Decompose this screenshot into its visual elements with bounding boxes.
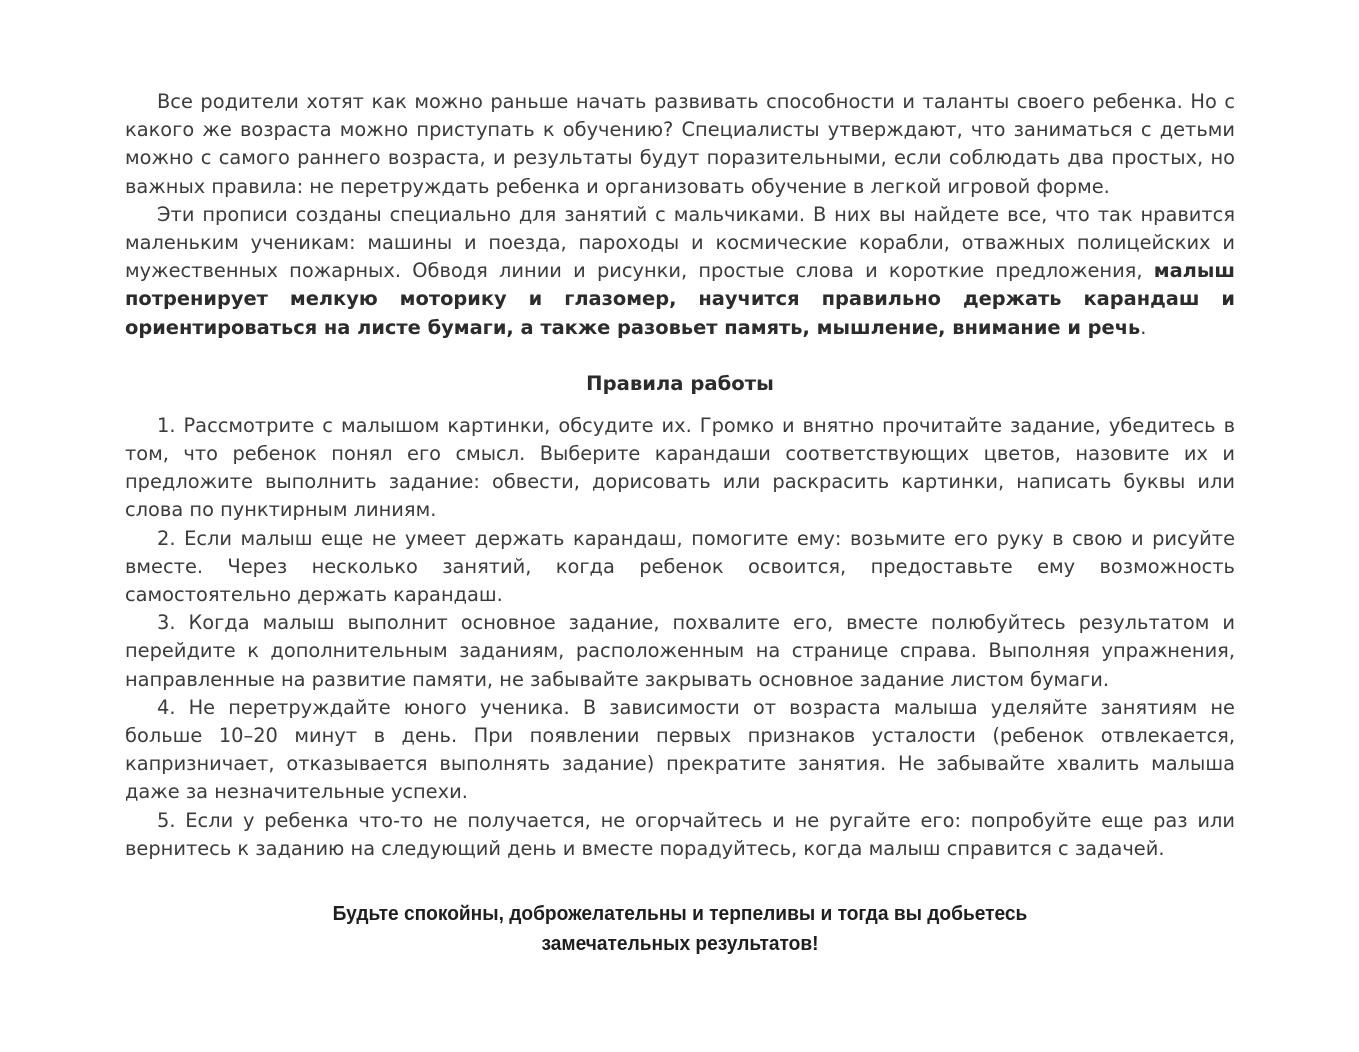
rule-item-1: 1. Рассмотрите с малышом картинки, обсудите их. Громко и внятно прочитайте задание, убедитесь в том, что ребенок понял его смысл. Выберите карандаши соответствующих цветов, назовите их и предложите выполнить задание: обвести, дорисовать или раскрасить картинки, написать буквы или слова по пунктирным линиям. [125, 413, 1235, 522]
rules-title: Правила работы [586, 371, 774, 395]
rule-item-3: 3. Когда малыш выполнит основное задание, похвалите его, вместе полюбуйтесь результатом и перейдите к дополнительным заданиям, расположенным на странице справа. Выполняя упражнения, направленные на развитие памяти, не забывайте закрывать основное задание листом бумаги. [125, 611, 1235, 691]
intro-paragraph-2-lead: Эти прописи созданы специально для занятий с мальчиками. В них вы найдете все, что так нравится маленьким ученикам: машины и поезда, пароходы и космические корабли, отважных полицейских и мужественных пожарных. Обводя линии и рисунки, простые слова и короткие предложения, [125, 202, 1235, 283]
rule-item-5: 5. Если у ребенка что-то не получается, не огорчайтесь и не ругайте его: попробуйте еще раз или вернитесь к заданию на следующий день и вместе порадуйтесь, когда малыш справится с задачей. [125, 808, 1235, 860]
rule-item-2: 2. Если малыш еще не умеет держать карандаш, помогите ему: возьмите его руку в свою и рисуйте вместе. Через несколько занятий, когда ребенок освоится, предоставьте ему возможность самостоятельно держать карандаш. [125, 526, 1235, 607]
intro-paragraph-2 [125, 201, 1235, 342]
intro-paragraph-2-emphasis: малыш потренирует мелкую моторику и глазомер, научится правильно держать карандаш и ориентироваться на листе бумаги, а также разовьет память, мышление, внимание и речь [125, 259, 1235, 339]
closing-line-2: замечательных результатов! [541, 932, 819, 956]
spacer-above-rules-title [125, 342, 1235, 370]
document-body [125, 88, 1235, 959]
spacer-above-closing [125, 863, 1235, 899]
intro-paragraph-2-tail: . [1140, 315, 1147, 339]
closing-line-1: Будьте спокойны, доброжелательны и терпеливы и тогда вы добьетесь [332, 902, 1028, 926]
spacer-below-rules-title [125, 398, 1235, 412]
intro-paragraph-1: Все родители хотят как можно раньше начать развивать способности и таланты своего ребенка. Но с какого же возраста можно приступать к обучению? Специалисты утверждают, что заниматься с детьми можно с самого раннего возраста, и результаты будут поразительными, если соблюдать два простых, но важных правила: не перетруждать ребенка и организовать обучение в легкой игровой форме. [125, 90, 1235, 198]
rule-item-4: 4. Не перетруждайте юного ученика. В зависимости от возраста малыша уделяйте занятиям не больше 10–20 минут в день. При появлении первых признаков усталости (ребенок отвлекается, капризничает, отказывается выполнять задание) прекратите занятия. Не забывайте хвалить малыша даже за незначительные успехи. [125, 695, 1235, 804]
